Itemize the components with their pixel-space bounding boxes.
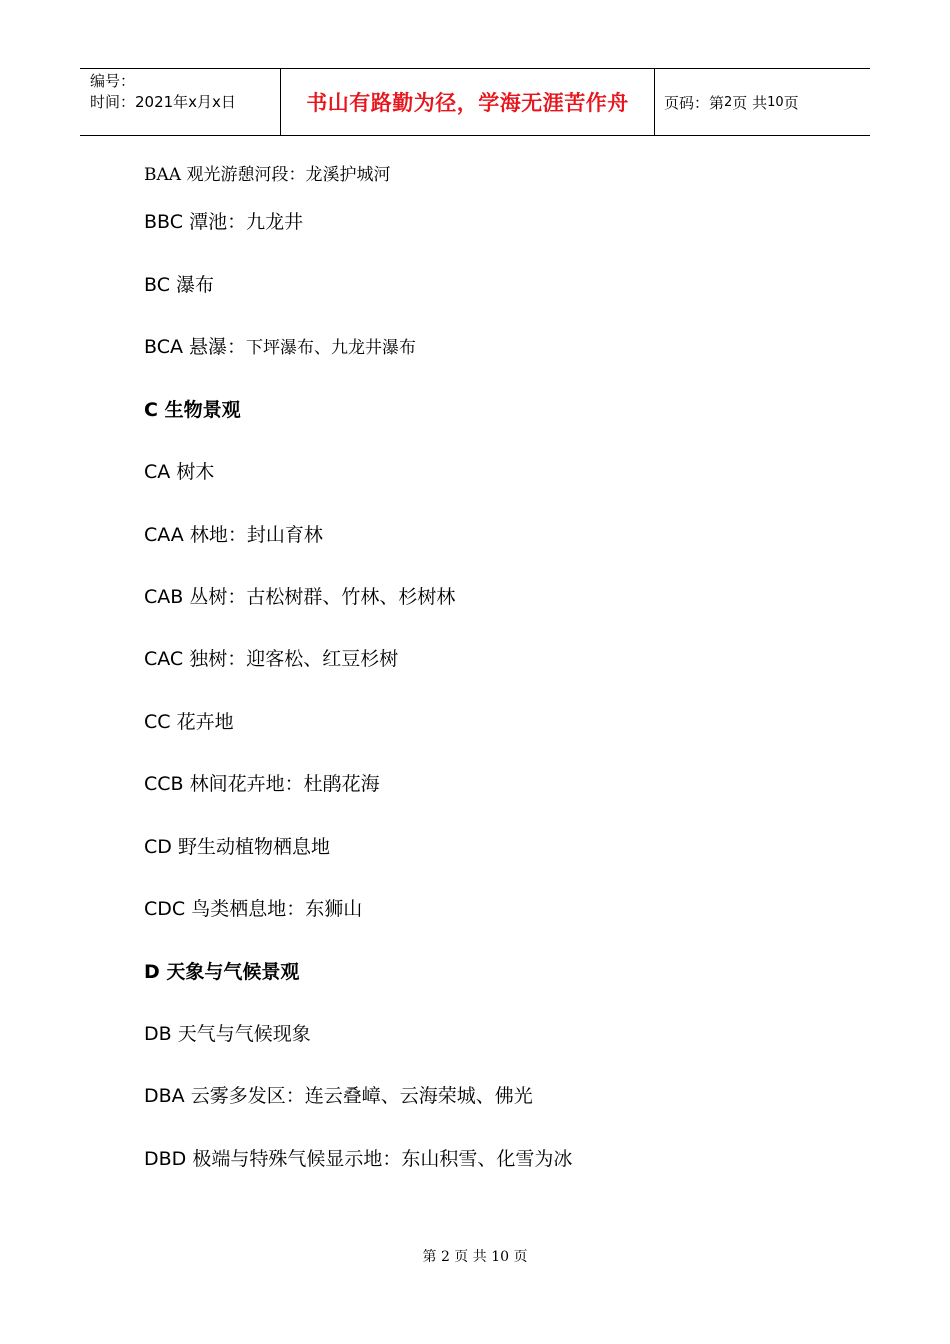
entry-cdc — [144, 894, 362, 921]
entry-text: 天象与气候景观 — [166, 961, 300, 983]
entry-text: 生物景观 — [164, 399, 241, 421]
entry-text: 丛树：古松树群、竹林、杉树林 — [189, 586, 456, 608]
entry-cab — [144, 582, 455, 609]
page-mid: 页 共 — [732, 93, 768, 112]
page-number: 2 — [724, 94, 733, 110]
page-suffix: 页 — [783, 93, 799, 112]
number-label: 编号： — [90, 72, 136, 90]
entry-ca — [144, 457, 214, 484]
entry-text: 悬瀑： — [189, 336, 247, 358]
header-page-info — [655, 69, 870, 135]
entry-text: 野生动植物栖息地 — [177, 836, 330, 858]
entry-code: CD — [144, 836, 172, 858]
entry-cac — [144, 644, 398, 671]
entry-text: 鸟类栖息地：东狮山 — [191, 898, 363, 920]
entry-code: D — [144, 961, 160, 983]
entry-code: BC — [144, 274, 170, 296]
entry-dbd — [144, 1144, 572, 1171]
entry-code: CAB — [144, 586, 184, 608]
entry-text: 观光游憩河段：龙溪护城河 — [186, 165, 391, 185]
entry-code: CA — [144, 461, 171, 483]
header-meta — [80, 69, 281, 135]
entry-text: 天气与气候现象 — [177, 1023, 311, 1045]
entry-text: 云雾多发区：连云叠嶂、云海荣城、佛光 — [190, 1085, 533, 1107]
entry-code: BAA — [144, 165, 182, 185]
entry-text: 林间花卉地：杜鹃花海 — [189, 773, 380, 795]
entry-text: 潭池：九龙井 — [189, 211, 304, 233]
page-footer: 第 2 页 共 10 页 — [422, 1249, 528, 1265]
header-motto: 书山有路勤为径，学海无涯苦作舟 — [281, 69, 655, 135]
entry-code: BCA — [144, 336, 183, 358]
section-heading-d — [144, 957, 299, 984]
entry-code: CAC — [144, 648, 184, 670]
page-total: 10 — [767, 94, 784, 110]
entry-code: C — [144, 399, 158, 421]
section-heading-c — [144, 395, 241, 422]
entry-code: CC — [144, 711, 171, 733]
entry-bbc — [144, 207, 303, 234]
time-label: 时间：2021年x月x日 — [90, 93, 236, 111]
entry-db — [144, 1019, 311, 1046]
entry-ccb — [144, 769, 380, 796]
entry-baa — [144, 160, 390, 185]
entry-code: DB — [144, 1023, 172, 1045]
entry-code: CAA — [144, 524, 184, 546]
entry-text: 树木 — [176, 461, 215, 483]
entry-code: DBA — [144, 1085, 185, 1107]
entry-code: BBC — [144, 211, 184, 233]
entry-bc — [144, 270, 214, 297]
entry-code: CDC — [144, 898, 186, 920]
entry-text: 极端与特殊气候显示地：东山积雪、化雪为冰 — [192, 1148, 573, 1170]
entry-dba — [144, 1081, 533, 1108]
entry-text: 独树：迎客松、红豆杉树 — [189, 648, 399, 670]
entry-cc — [144, 707, 234, 734]
entry-caa — [144, 520, 323, 547]
entry-cd — [144, 832, 330, 859]
page-header — [80, 68, 870, 136]
entry-text: 花卉地 — [176, 711, 234, 733]
entry-text: 瀑布 — [176, 274, 215, 296]
entry-code: DBD — [144, 1148, 187, 1170]
page-prefix: 页码：第 — [664, 93, 725, 112]
entry-bca — [144, 332, 416, 359]
entry-text-serif: 下坪瀑布、九龙井瀑布 — [246, 338, 417, 358]
entry-code: CCB — [144, 773, 184, 795]
entry-text: 林地：封山育林 — [189, 524, 323, 546]
